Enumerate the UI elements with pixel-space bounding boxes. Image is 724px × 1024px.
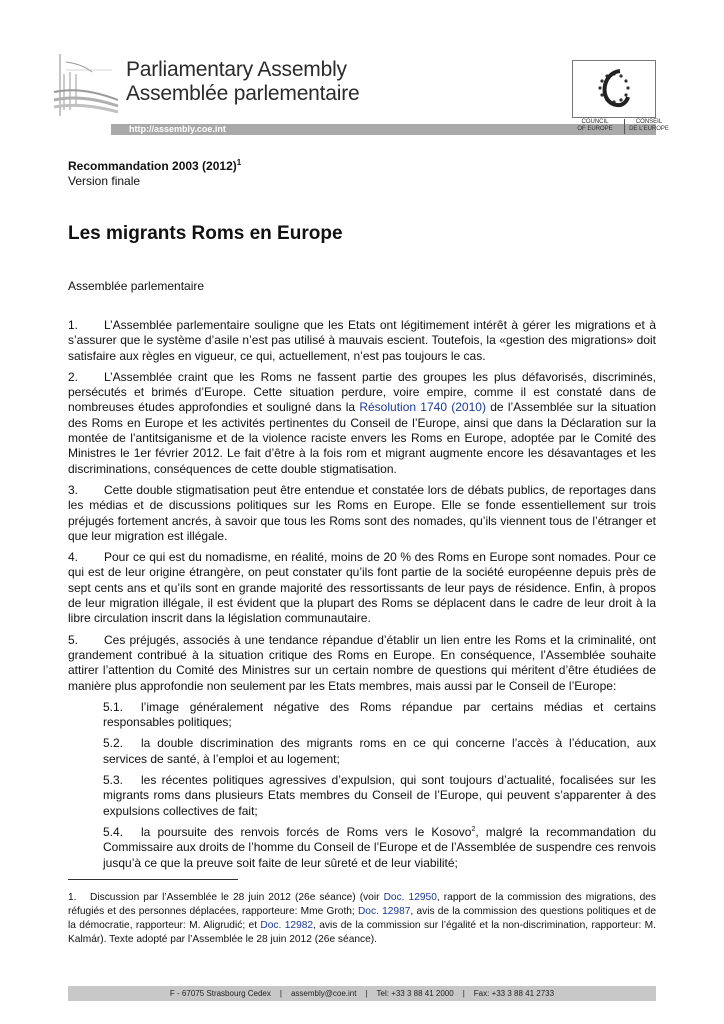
- footnote-divider: [68, 879, 238, 880]
- paragraph: 4. Pour ce qui est du nomadisme, en réalité, moins de 20 % des Roms en Europe sont nomades. Pour ce qui est de leur origine étrangère, on peut constater qu’ils font partie de la société européenne depuis près de sept cents ans et qu’ils sont en grande majorité des ressortissants de leur pays de résidence. Enfin, à propos de leur migration illégale, il est évident que la plupart des Roms se déplacent dans le cadre de leur droit à la libre circulation inscrit dans la législation communautaire.: [68, 550, 656, 626]
- org-name-fr: Assemblée parlementaire: [126, 82, 360, 105]
- org-name-en: Parliamentary Assembly: [126, 58, 347, 81]
- footer-fax: Fax: +33 3 88 41 2733: [473, 989, 555, 998]
- assembly-url-link[interactable]: http://assembly.coe.int: [111, 124, 656, 135]
- paragraph: 5. Ces préjugés, associés à une tendance répandue d’établir un lien entre les Roms et la criminalité, ont grandement contribué à la situation critique des Roms en Europe. En conséquence, l’Assemblée souhaite attirer l’attention du Comité des Ministres sur un certain nombre de questions qui méritent d’être étudiées de manière plus approfondie non seulement par les Etats membres, mais aussi par le Conseil de l’Europe:: [68, 632, 656, 693]
- subparagraph: 5.1. l’image généralement négative des Roms répandue par certains médias et certains responsables politiques;: [103, 699, 656, 730]
- footnote-ref: 2: [471, 825, 476, 833]
- hemicycle-logo-icon: [52, 52, 120, 118]
- doc-link[interactable]: Doc. 12950: [383, 892, 437, 903]
- coe-stars-icon: [573, 61, 655, 117]
- recommendation-title: Recommandation 2003 $(2012)^1$: [68, 158, 242, 173]
- subparagraph: 5.4. la poursuite des renvois forcés de Roms vers le Kosovo$^2$, malgré la recommandation du Commissaire aux droits de l’homme du Conseil de l’Europe et de l’Assemblée de suspendre ces renvois jusqu’à ce que la preuve soit faite de leur sûreté et de leur viabilité;: [103, 824, 657, 870]
- document-title: Les migrants Roms en Europe: [68, 223, 343, 244]
- document-body: [68, 318, 656, 877]
- paragraph: 1. L’Assemblée parlementaire souligne que les Etats ont légitimement intérêt à gérer les migrations et à s’assurer que le système d’asile n’est pas utilisé à mauvais escient. Toutefois, la «gestion des migrations» doit satisfaire aux règles en vigueur, ce qui, actuellement, n’est pas toujours le cas.: [68, 318, 656, 363]
- paragraph: 2. L’Assemblée craint que les Roms ne fassent partie des groupes les plus défavorisés, discriminés, persécutés et brimés d’Europe. Cette situation perdure, voire empire, comme il est constaté dans de nombreuses études approfondies et souligné dans la Résolution 1740 (2010) de l’Assemblée sur la situation des Roms en Europe et les activités pertinentes du Conseil de l’Europe, ainsi que dans la Déclaration sur la montée de l’antitsiganisme et de la violence raciste envers les Roms en Europe, adoptée par le Comité des Ministres le 1er février 2012. Le fait d’être à la fois rom et migrant augmente encore les désavantages et les discriminations, conséquences de cette double stigmatisation.: [68, 369, 656, 476]
- coe-label-fr: CONSEIL DE L'EUROPE: [629, 119, 669, 132]
- subparagraph: 5.3. les récentes politiques agressives d’expulsion, qui sont toujours d’actualité, focalisées sur les migrants roms dans plusieurs Etats membres du Conseil de l’Europe, qui peuvent s’apparenter à des expulsions collectives de fait;: [103, 773, 656, 818]
- footnote: 1. Discussion par l’Assemblée le 28 juin 2012 (26e séance) (voir Doc. 12950, rapport de la commission des migrations, des réfugiés et des personnes déplacées, rapporteure: Mme Groth; Doc. 12987, avis de la commission des questions politiques et de la démocratie, rapporteur: M. Aligrudić; et Doc. 12982, avis de la commission sur l’égalité et la non-discrimination, rapporteur: M. Kalmár). Texte adopté par l’Assemblée le 28 juin 2012 (26e séance).: [68, 892, 657, 945]
- version-label: Version finale: [68, 174, 141, 188]
- council-of-europe-logo: [572, 60, 656, 118]
- doc-link[interactable]: Doc. 12987: [357, 906, 411, 917]
- doc-link[interactable]: Doc. 12982: [260, 920, 314, 931]
- assembly-label: Assemblée parlementaire: [68, 279, 205, 293]
- paragraph: 3. Cette double stigmatisation peut être entendue et constatée lors de débats publics, de reportages dans les médias et de discussions politiques sur les Roms en Europe. Elle se fonde essentiellement sur trois préjugés fortement ancrés, à savoir que tous les Roms sont des nomades, qu’ils viennent tous de l’étranger et que leur migration est illégale.: [68, 482, 656, 543]
- footer-tel: Tel: +33 3 88 41 2000: [376, 989, 454, 998]
- footer-address: F - 67075 Strasbourg Cedex: [169, 989, 271, 998]
- footer-bar: F - 67075 Strasbourg Cedex | assembly@coe.int | Tel: +33 3 88 41 2000 | Fax: +33 3 88 41 2733: [68, 986, 656, 1001]
- coe-label-en: COUNCIL OF EUROPE: [577, 119, 613, 132]
- resolution-link[interactable]: Résolution 1740 (2010): [359, 400, 486, 415]
- subparagraph: 5.2. la double discrimination des migrants roms en ce qui concerne l’accès à l’éducation, aux services de santé, à l’emploi et au logement;: [103, 736, 656, 766]
- footnote-ref: 1: [236, 158, 242, 167]
- footer-email[interactable]: assembly@coe.int: [290, 989, 357, 998]
